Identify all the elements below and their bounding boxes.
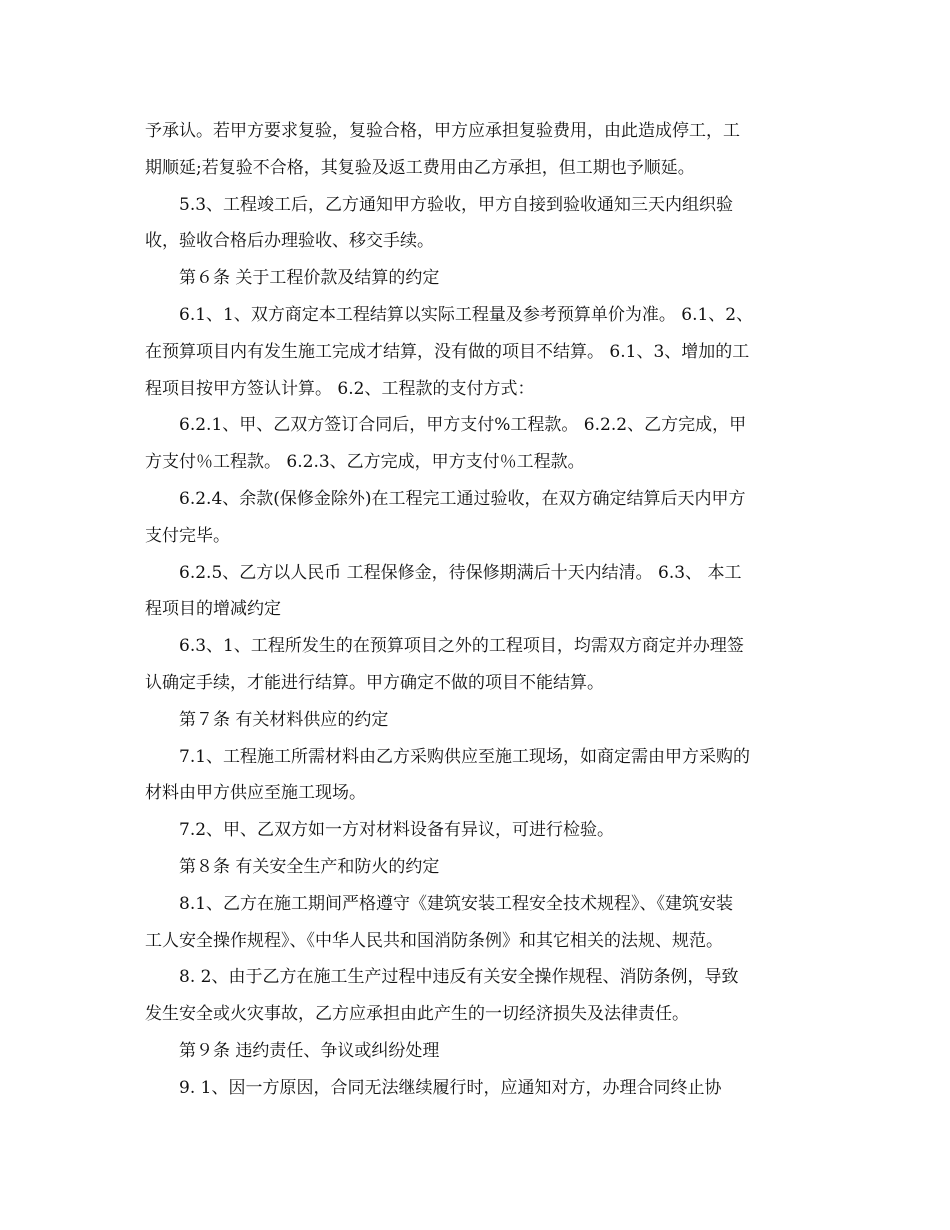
clause-5-3: 5.3、工程竣工后，乙方通知甲方验收，甲方自接到验收通知三天内组织验 <box>179 194 734 215</box>
text-line: 程项目的增减约定 <box>145 599 281 620</box>
text-line: 方支付％工程款。 6.2.3、乙方完成，甲方支付％工程款。 <box>145 452 585 473</box>
clause-6-2-4: 6.2.4、余款(保修金除外)在工程完工通过验收，在双方确定结算后天内甲方 <box>179 488 746 509</box>
article-9-heading: 第９条 违约责任、争议或纠纷处理 <box>179 1040 440 1061</box>
text-line: 收，验收合格后办理验收、移交手续。 <box>145 231 434 252</box>
text-line: 支付完毕。 <box>145 525 230 546</box>
clause-6-3-1: 6.3、1、工程所发生的在预算项目之外的工程项目，均需双方商定并办理签 <box>179 636 744 657</box>
clause-6-2-5: 6.2.5、乙方以人民币 工程保修金，待保修期满后十天内结清。 6.3、 本工 <box>179 562 742 583</box>
clause-7-1: 7.1、工程施工所需材料由乙方采购供应至施工现场，如商定需由甲方采购的 <box>179 746 751 767</box>
text-line: 发生安全或火灾事故，乙方应承担由此产生的一切经济损失及法律责任。 <box>145 1004 689 1025</box>
clause-8-1: 8.1、乙方在施工期间严格遵守《建筑安装工程安全技术规程》、《建筑安装 <box>179 893 734 914</box>
article-6-heading: 第６条 关于工程价款及结算的约定 <box>179 268 440 289</box>
text-line: 认确定手续，才能进行结算。甲方确定不做的项目不能结算。 <box>145 672 604 693</box>
text-line: 期顺延;若复验不合格，其复验及返工费用由乙方承担，但工期也予顺延。 <box>145 157 695 178</box>
text-line: 予承认。若甲方要求复验，复验合格，甲方应承担复验费用，由此造成停工，工 <box>145 121 740 141</box>
document-body <box>145 113 807 1107</box>
text-line: 材料由甲方供应至施工现场。 <box>145 783 366 804</box>
clause-7-2: 7.2、甲、乙双方如一方对材料设备有异议，可进行检验。 <box>179 820 615 841</box>
clause-8-2: 8. 2、由于乙方在施工生产过程中违反有关安全操作规程、消防条例，导致 <box>179 967 739 988</box>
clause-9-1: 9. 1、因一方原因，合同无法继续履行时，应通知对方，办理合同终止协 <box>179 1077 722 1098</box>
clause-6-2-1: 6.2.1、甲、乙双方签订合同后，甲方支付%工程款。 6.2.2、乙方完成，甲 <box>179 415 747 436</box>
text-line: 程项目按甲方签认计算。 6.2、工程款的支付方式： <box>145 378 535 399</box>
text-line: 在预算项目内有发生施工完成才结算，没有做的项目不结算。 6.1、3、增加的工 <box>145 341 750 362</box>
text-line: 工人安全操作规程》、《中华人民共和国消防条例》和其它相关的法规、规范。 <box>145 930 723 951</box>
article-8-heading: 第８条 有关安全生产和防火的约定 <box>179 856 440 877</box>
clause-6-1: 6.1、1、双方商定本工程结算以实际工程量及参考预算单价为准。 6.1、2、 <box>179 304 754 325</box>
article-7-heading: 第７条 有关材料供应的约定 <box>179 709 389 730</box>
